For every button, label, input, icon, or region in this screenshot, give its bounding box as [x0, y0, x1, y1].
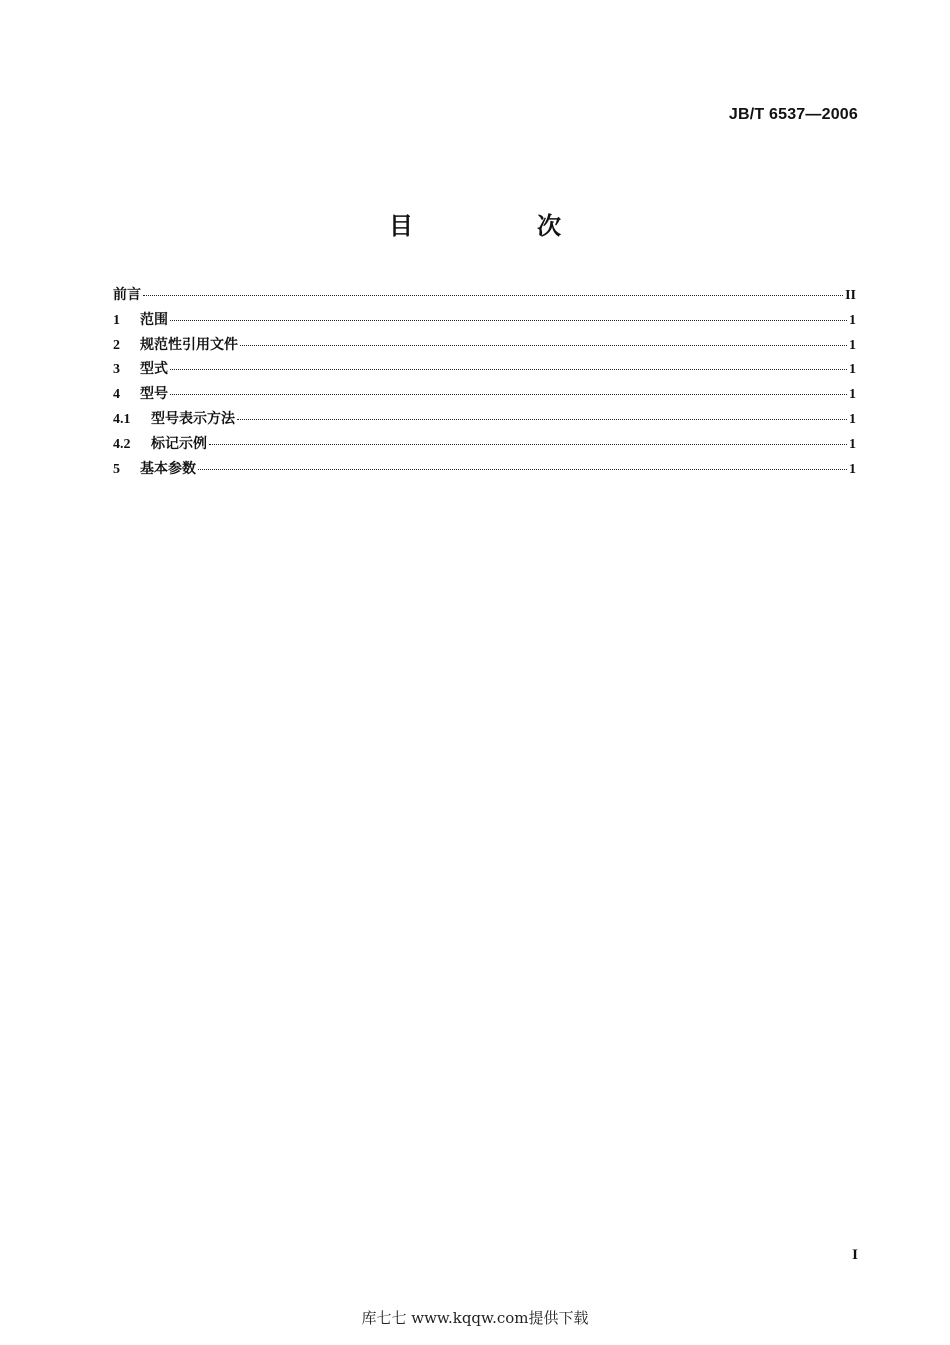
toc-entry-number: 5 — [113, 461, 120, 477]
toc-entry-label: 前言 — [113, 287, 141, 303]
toc-entry-number: 3 — [113, 362, 120, 378]
toc-leader-dots — [170, 320, 847, 321]
download-credit: 库七七 www.kqqw.com提供下载 — [361, 1309, 589, 1327]
toc-entry-scope[interactable] — [113, 309, 856, 334]
toc-entry-normative-references[interactable] — [113, 334, 856, 359]
toc-entry-label: 基本参数 — [140, 460, 196, 477]
toc-entry-page: 1 — [849, 411, 856, 427]
toc-entry-label: 范围 — [140, 311, 168, 328]
toc-leader-dots — [237, 419, 847, 420]
toc-entry-number: 4.2 — [113, 436, 131, 452]
toc-leader-dots — [143, 295, 843, 296]
toc-leader-dots — [240, 345, 847, 346]
toc-leader-dots — [198, 469, 847, 470]
toc-entry-foreword[interactable] — [113, 284, 856, 309]
toc-entry-model-designation[interactable] — [113, 408, 856, 433]
toc-entry-label: 型号表示方法 — [151, 410, 235, 427]
toc-entry-page: 1 — [849, 461, 856, 477]
toc-entry-page: II — [845, 288, 856, 303]
toc-entry-page: 1 — [849, 337, 856, 353]
page-number: I — [852, 1247, 858, 1263]
toc-entry-label: 规范性引用文件 — [140, 336, 238, 353]
toc-entry-model[interactable] — [113, 383, 856, 408]
toc-entry-page: 1 — [849, 362, 856, 378]
toc-entry-page: 1 — [849, 436, 856, 452]
toc-entry-marking-example[interactable] — [113, 433, 856, 458]
toc-entry-label: 型号 — [140, 386, 168, 403]
toc-entry-label: 标记示例 — [151, 435, 207, 452]
table-of-contents — [113, 284, 856, 482]
toc-entry-label: 型式 — [140, 361, 168, 378]
toc-entry-types[interactable] — [113, 358, 856, 383]
toc-entry-number: 1 — [113, 312, 120, 328]
standard-code: JB/T 6537—2006 — [728, 106, 858, 123]
toc-entry-number: 4.1 — [113, 411, 131, 427]
toc-entry-page: 1 — [849, 312, 856, 328]
toc-entry-page: 1 — [849, 387, 856, 403]
toc-leader-dots — [170, 369, 847, 370]
toc-leader-dots — [170, 394, 847, 395]
toc-title: 目 次 — [389, 212, 611, 240]
toc-entry-number: 2 — [113, 337, 120, 353]
toc-entry-number: 4 — [113, 387, 120, 403]
toc-leader-dots — [209, 444, 847, 445]
toc-entry-basic-parameters[interactable] — [113, 458, 856, 483]
